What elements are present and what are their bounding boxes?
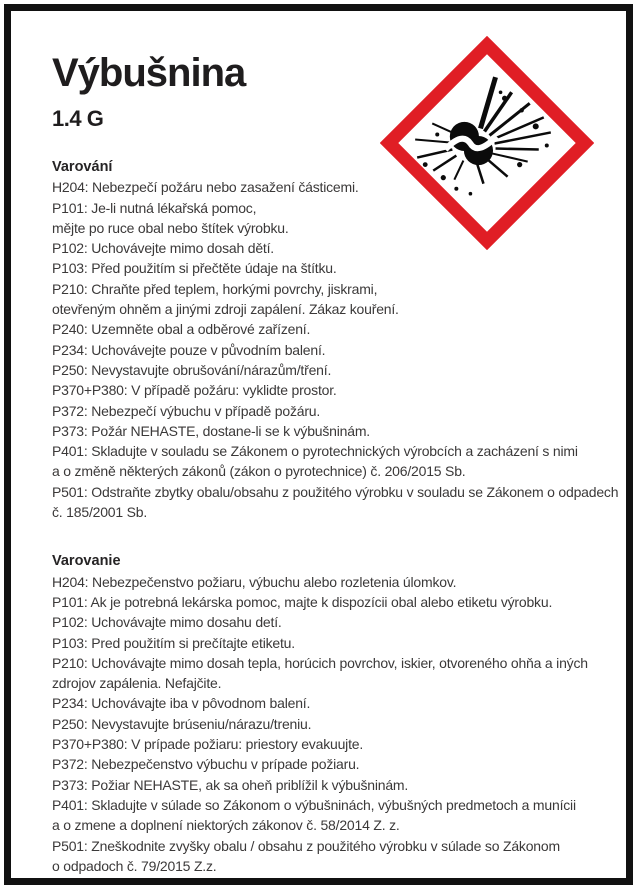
warning-line: P210: Chraňte před teplem, horkými povrchy, jiskrami, xyxy=(52,280,378,297)
warning-line: H204: Nebezpečí požáru nebo zasažení částicemi. xyxy=(52,179,359,196)
warning-line: P250: Nevystavujte obrušování/nárazům/tření. xyxy=(52,361,332,378)
warning-line: P234: Uchovávejte pouze v původním balení. xyxy=(52,341,326,358)
warning-line: P373: Požiar NEHASTE, ak sa oheň priblížil k výbušninám. xyxy=(52,776,409,793)
warning-line: P102: Uchovávejte mimo dosah dětí. xyxy=(52,240,274,257)
classification-code: 1.4 G xyxy=(52,106,104,131)
warning-line: H204: Nebezpečenstvo požiaru, výbuchu alebo rozletenia úlomkov. xyxy=(52,573,457,590)
warning-line: P234: Uchovávajte iba v pôvodnom balení. xyxy=(52,695,311,712)
warning-line: P103: Pred použitím si prečítajte etiketu. xyxy=(52,634,295,651)
section-heading: Varování xyxy=(52,159,113,175)
warning-line: otevřeným ohněm a jinými zdroji zapálení. Zákaz kouření. xyxy=(52,301,399,318)
warning-line: P501: Odstraňte zbytky obalu/obsahu z použitého výrobku v souladu se Zákonem o odpadech xyxy=(52,483,619,500)
warning-line: zdrojov zapálenia. Nefajčite. xyxy=(52,675,222,692)
warning-line: mějte po ruce obal nebo štítek výrobku. xyxy=(52,219,289,236)
warning-line: a o zmene a doplnení niektorých zákonov č. 58/2014 Z. z. xyxy=(52,817,400,834)
warning-line: P250: Nevystavujte brúseniu/nárazu/treniu. xyxy=(52,715,312,732)
page-title: Výbušnina xyxy=(52,51,246,95)
section-heading: Varovanie xyxy=(52,553,121,570)
warning-line: P401: Skladujte v súlade so Zákonom o výbušninách, výbušných predmetoch a munícii xyxy=(52,796,576,813)
ghs01-explosive-pictogram-icon xyxy=(380,36,594,250)
warning-line: P101: Je-li nutná lékařská pomoc, xyxy=(52,199,257,216)
warning-line: P401: Skladujte v souladu se Zákonem o pyrotechnických výrobcích a zacházení s nimi xyxy=(52,443,578,460)
warning-line: P370+P380: V prípade požiaru: priestory evakuujte. xyxy=(52,736,364,753)
warning-line: a o změně některých zákonů (zákon o pyrotechnice) č. 206/2015 Sb. xyxy=(52,463,466,480)
warning-line: P372: Nebezpečí výbuchu v případě požáru. xyxy=(52,402,321,419)
warning-sections xyxy=(52,157,619,876)
warning-line: P372: Nebezpečenstvo výbuchu v prípade požiaru. xyxy=(52,756,360,773)
warning-line: P210: Uchovávajte mimo dosah tepla, horúcich povrchov, iskier, otvoreného ohňa a iných xyxy=(52,654,588,671)
label-border xyxy=(4,4,633,885)
warning-section xyxy=(52,551,611,876)
warning-line: P373: Požár NEHASTE, dostane-li se k výbušninám. xyxy=(52,422,370,439)
warning-line: P370+P380: V případě požáru: vyklidte prostor. xyxy=(52,382,337,399)
warning-line: č. 185/2001 Sb. xyxy=(52,504,148,521)
warning-line: o odpadoch č. 79/2015 Z.z. xyxy=(52,857,217,874)
warning-line: P240: Uzemněte obal a odběrové zařízení. xyxy=(52,321,311,338)
warning-line: P102: Uchovávajte mimo dosahu detí. xyxy=(52,614,282,631)
warning-line: P501: Zneškodnite zvyšky obalu / obsahu z použitého výrobku v súlade so Zákonom xyxy=(52,837,560,854)
warning-line: P101: Ak je potrebná lekárska pomoc, majte k dispozícii obal alebo etiketu výrobku. xyxy=(52,593,553,610)
warning-line: P103: Před použitím si přečtěte údaje na štítku. xyxy=(52,260,337,277)
